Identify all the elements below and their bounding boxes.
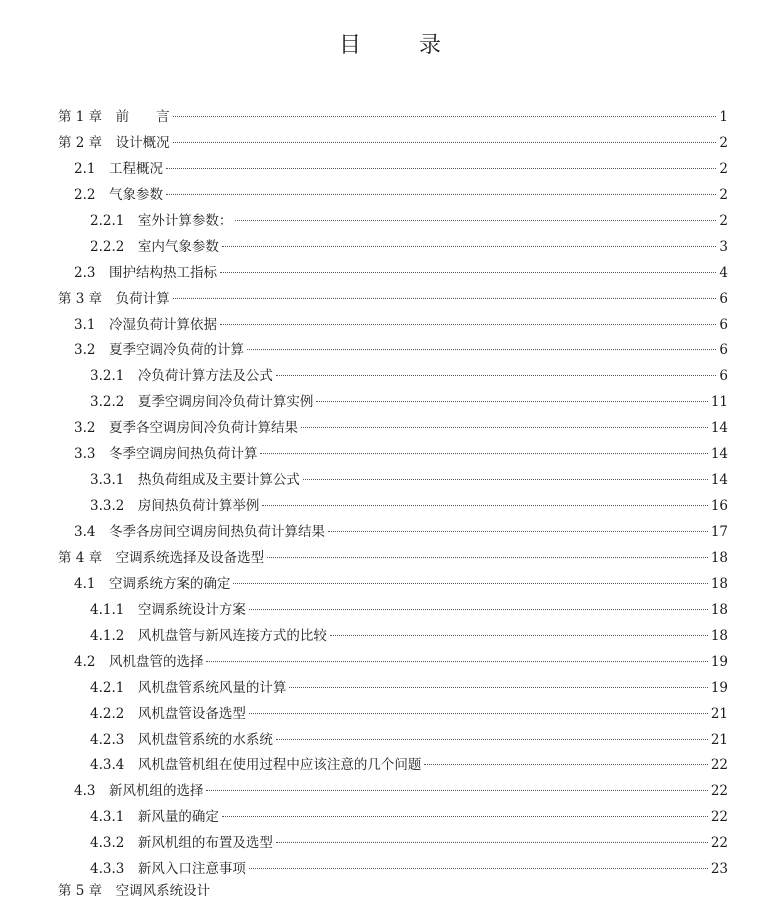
dot-leader <box>222 246 717 247</box>
toc-entry[interactable] <box>74 520 728 546</box>
toc-entry-label: 2.2.1 室外计算参数： <box>90 212 233 229</box>
toc-entry-page-number: 22 <box>710 757 728 774</box>
toc-entry-label: 4.3.4 风机盘管机组在使用过程中应该注意的几个问题 <box>90 757 422 774</box>
dot-leader <box>247 349 716 350</box>
dot-leader <box>303 479 708 480</box>
toc-entry-page-number: 22 <box>710 809 728 826</box>
toc-entry-label: 3.2 夏季空调冷负荷的计算 <box>74 342 244 359</box>
toc-entry[interactable] <box>90 728 728 754</box>
toc-entry-label: 3.4 冬季各房间空调房间热负荷计算结果 <box>74 524 325 540</box>
toc-entry-label: 3.2.1 冷负荷计算方法及公式 <box>90 368 273 385</box>
table-of-contents <box>0 105 780 883</box>
toc-entry-label: 4.2.2 风机盘管设备选型 <box>90 705 246 722</box>
toc-entry-label: 2.1 工程概况 <box>74 160 163 177</box>
dot-leader <box>316 401 707 402</box>
toc-entry[interactable] <box>74 572 728 598</box>
dot-leader <box>276 842 708 843</box>
dot-leader <box>249 868 708 869</box>
toc-entry[interactable] <box>90 598 728 624</box>
toc-entry[interactable] <box>74 442 728 468</box>
dot-leader <box>206 661 707 662</box>
toc-entry[interactable] <box>58 105 728 131</box>
toc-entry-page-number: 21 <box>710 731 728 748</box>
toc-entry-label: 3.3 冬季空调房间热负荷计算 <box>74 446 258 463</box>
page-title: 目 录 <box>338 33 459 58</box>
dot-leader <box>330 635 708 636</box>
toc-entry-page-number: 21 <box>710 705 728 722</box>
toc-entry[interactable] <box>74 338 728 364</box>
dot-leader <box>276 739 708 740</box>
dot-leader <box>328 531 708 532</box>
dot-leader <box>260 453 707 454</box>
toc-entry-label: 3.3.2 房间热负荷计算举例 <box>90 498 260 515</box>
dot-leader <box>267 557 708 558</box>
toc-entry-label: 4.1 空调系统方案的确定 <box>74 575 231 592</box>
toc-entry-label: 3.2 夏季各空调房间冷负荷计算结果 <box>74 420 298 437</box>
toc-entry-label: 3.3.1 热负荷组成及主要计算公式 <box>90 472 300 489</box>
dot-leader <box>173 142 717 143</box>
dot-leader <box>233 583 707 584</box>
dot-leader <box>249 713 708 714</box>
toc-entry-label: 2.3 围护结构热工指标 <box>74 264 217 281</box>
toc-entry-page-number: 14 <box>710 472 728 489</box>
toc-entry[interactable] <box>90 702 728 728</box>
dot-leader <box>301 427 708 428</box>
toc-entry[interactable] <box>90 753 728 779</box>
toc-entry[interactable] <box>74 313 728 339</box>
toc-entry-page-number: 22 <box>710 835 728 852</box>
toc-entry[interactable] <box>90 494 728 520</box>
toc-entry-page-number: 23 <box>710 861 728 878</box>
toc-entry[interactable] <box>58 287 728 313</box>
toc-entry-label: 2.2.2 室内气象参数 <box>90 238 219 255</box>
toc-entry-page-number: 6 <box>719 368 728 385</box>
toc-entry[interactable] <box>90 831 728 857</box>
toc-entry-page-number: 2 <box>719 186 728 203</box>
dot-leader <box>206 790 707 791</box>
toc-entry-page-number: 2 <box>719 160 728 177</box>
toc-entry-cut-off: 第 5 章 空调风系统设计 <box>58 883 211 899</box>
dot-leader <box>249 609 708 610</box>
toc-entry-page-number: 22 <box>710 783 728 800</box>
toc-entry-label: 3.2.2 夏季空调房间冷负荷计算实例 <box>90 394 314 411</box>
toc-entry[interactable] <box>74 261 728 287</box>
toc-entry-page-number: 18 <box>710 601 728 618</box>
toc-entry-page-number: 6 <box>719 342 728 359</box>
toc-entry-label: 4.2.1 风机盘管系统风量的计算 <box>90 679 287 696</box>
toc-entry-page-number: 18 <box>710 627 728 644</box>
toc-entry-label: 第 3 章 负荷计算 <box>58 290 170 307</box>
dot-leader <box>220 324 716 325</box>
toc-entry-label: 4.3 新风机组的选择 <box>74 783 204 800</box>
toc-entry[interactable] <box>90 805 728 831</box>
toc-entry-page-number: 16 <box>710 498 728 515</box>
toc-entry[interactable] <box>90 390 728 416</box>
dot-leader <box>166 168 716 169</box>
toc-entry-page-number: 6 <box>719 290 728 307</box>
dot-leader <box>235 220 716 221</box>
toc-entry-page-number: 2 <box>719 134 728 151</box>
toc-entry-label: 4.1.1 空调系统设计方案 <box>90 601 246 618</box>
toc-entry[interactable] <box>74 183 728 209</box>
toc-entry-label: 第 1 章 前 言 <box>58 109 170 125</box>
toc-entry[interactable] <box>90 209 728 235</box>
toc-entry-label: 4.3.3 新风入口注意事项 <box>90 861 246 878</box>
toc-entry[interactable] <box>74 650 728 676</box>
dot-leader <box>289 687 707 688</box>
toc-entry-label: 第 2 章 设计概况 <box>58 134 170 151</box>
dot-leader <box>173 116 717 117</box>
toc-entry-label: 3.1 冷湿负荷计算依据 <box>74 316 217 333</box>
toc-entry-label: 第 4 章 空调系统选择及设备选型 <box>58 549 265 566</box>
toc-entry-page-number: 4 <box>719 264 728 281</box>
dot-leader <box>276 375 717 376</box>
toc-entry[interactable] <box>90 676 728 702</box>
toc-entry-page-number: 6 <box>719 316 728 333</box>
toc-entry-page-number: 17 <box>710 524 728 540</box>
toc-entry[interactable] <box>90 364 728 390</box>
toc-entry-page-number: 2 <box>719 212 728 229</box>
dot-leader <box>220 272 716 273</box>
dot-leader <box>424 764 707 765</box>
toc-entry-label: 4.3.2 新风机组的布置及选型 <box>90 835 273 852</box>
dot-leader <box>173 298 717 299</box>
toc-entry-page-number: 18 <box>710 549 728 566</box>
dot-leader <box>262 505 707 506</box>
dot-leader <box>222 816 708 817</box>
toc-entry[interactable] <box>74 157 728 183</box>
toc-entry-label: 4.2 风机盘管的选择 <box>74 653 204 670</box>
toc-entry-page-number: 14 <box>710 446 728 463</box>
toc-entry[interactable] <box>74 416 728 442</box>
toc-entry-page-number: 14 <box>710 420 728 437</box>
toc-entry-page-number: 18 <box>710 575 728 592</box>
toc-entry-label: 4.1.2 风机盘管与新风连接方式的比较 <box>90 627 327 644</box>
toc-entry-label: 2.2 气象参数 <box>74 186 163 203</box>
dot-leader <box>166 194 716 195</box>
toc-entry-label: 4.2.3 风机盘管系统的水系统 <box>90 731 273 748</box>
toc-entry[interactable] <box>58 546 728 572</box>
toc-entry[interactable] <box>74 779 728 805</box>
toc-entry-page-number: 3 <box>719 238 728 255</box>
toc-entry-page-number: 11 <box>710 394 728 411</box>
toc-entry[interactable] <box>58 131 728 157</box>
toc-entry[interactable] <box>90 235 728 261</box>
toc-entry-page-number: 19 <box>710 679 728 696</box>
toc-entry[interactable] <box>90 468 728 494</box>
toc-entry-page-number: 1 <box>719 109 728 125</box>
toc-entry[interactable] <box>90 857 728 883</box>
toc-entry-label: 4.3.1 新风量的确定 <box>90 809 219 826</box>
toc-entry[interactable] <box>90 624 728 650</box>
toc-entry-page-number: 19 <box>710 653 728 670</box>
